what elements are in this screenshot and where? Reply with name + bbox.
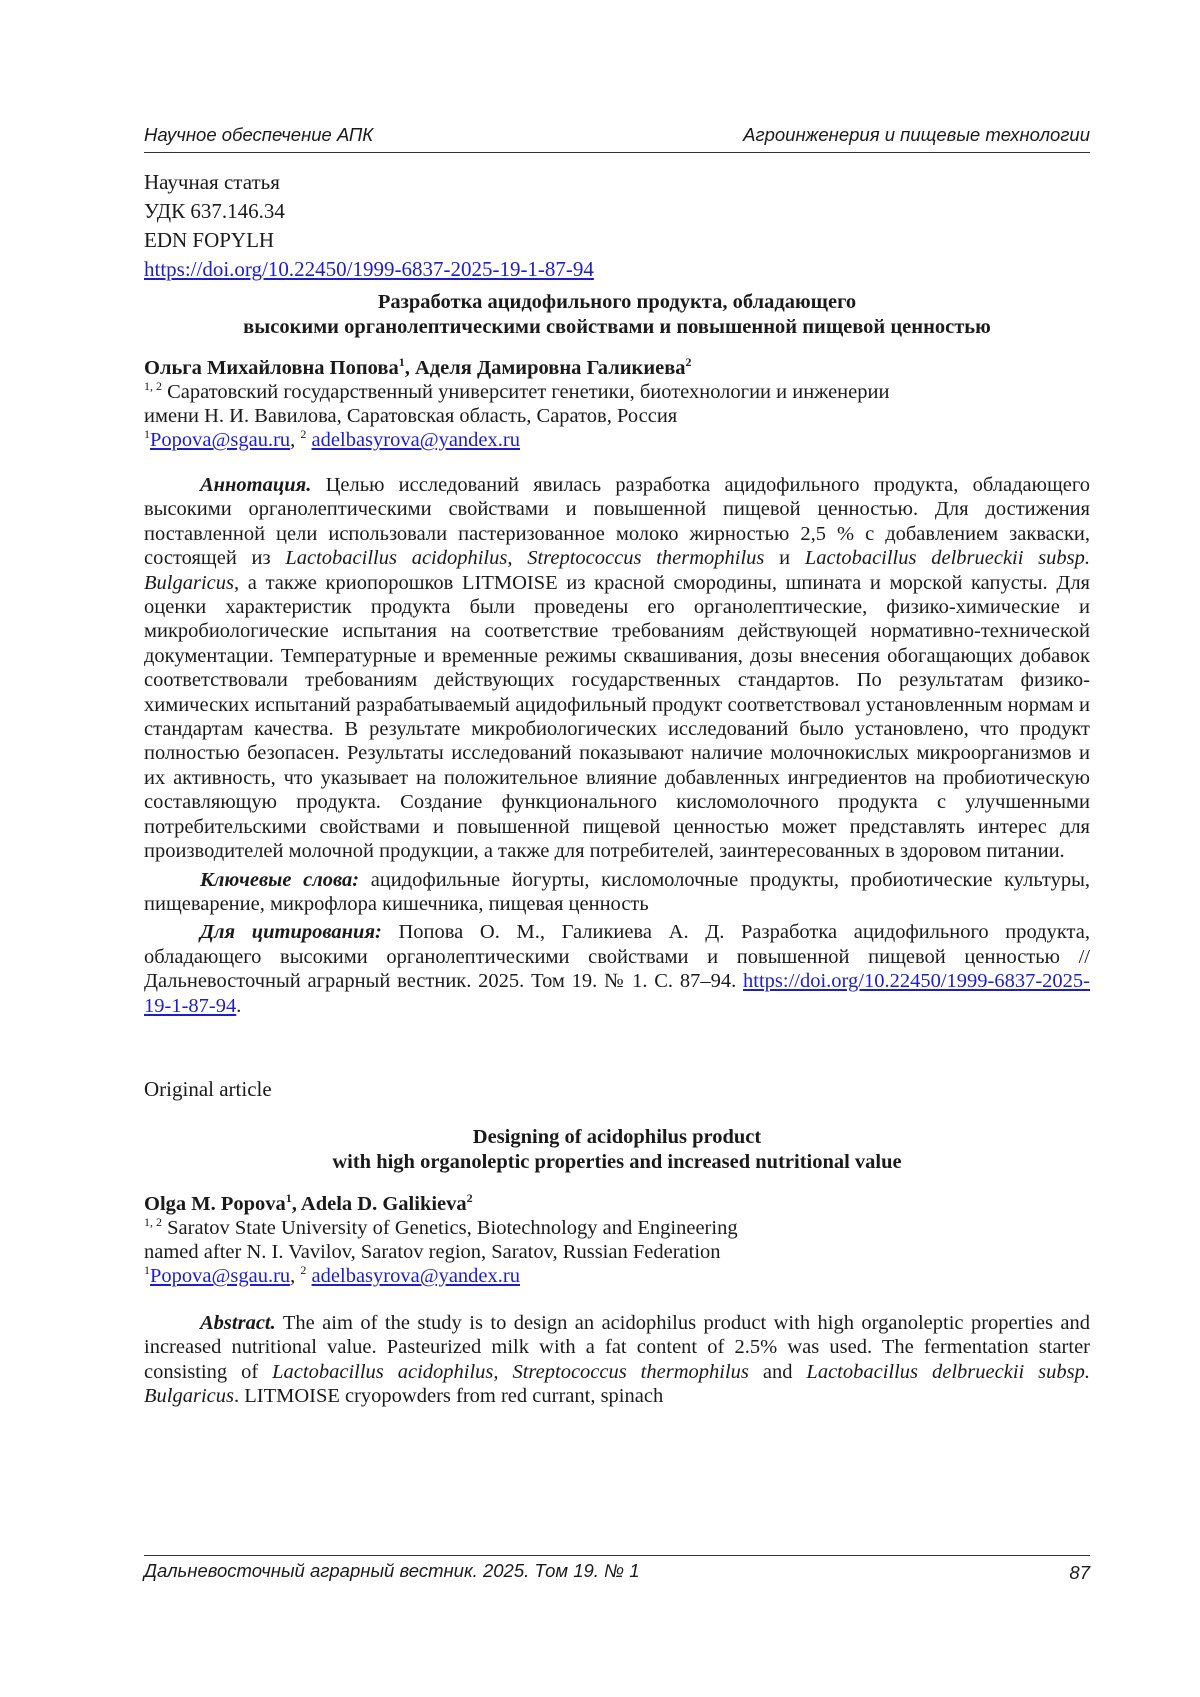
abstract-en-species-2: Lactobacillus delbrueckii subsp. Bulgaricus <box>144 1360 1091 1408</box>
email-1-sup: 1 <box>144 427 150 442</box>
abstract-ru-paragraph <box>144 473 1090 864</box>
email-2-link[interactable]: adelbasyrova@yandex.ru <box>311 429 520 451</box>
authors-block-ru: Ольга Михайловна Попова$^1$, Аделя Дамировна Галикиева$^2$ $^{1, 2}$ Саратовский государственный университет генетики, биотехнологии и инженерии имени Н. И. Вавилова, Саратовская область, Саратов, Россия $^1$Popova@sgau.ru, $^2$ adelbasyrova@yandex.ru <box>144 355 890 451</box>
author-2-name: Аделя Дамировна Галикиева <box>415 357 686 379</box>
email-2-sup-en: 2 <box>300 1263 307 1278</box>
title-en-line-2: with high organoleptic properties and increased nutritional value <box>332 1151 902 1173</box>
abstract-en <box>144 1311 1090 1409</box>
header-section-right: Агроинженерия и пищевые технологии <box>743 124 1090 145</box>
edn-code: EDN FOPYLH <box>144 228 275 252</box>
citation-doi-link[interactable]: https://doi.org/10.22450/1999-6837-2025-19-1-87-94 <box>144 970 1090 1017</box>
email-1-link[interactable]: Popova@sgau.ru <box>150 429 291 451</box>
title-ru-line-1: Разработка ацидофильного продукта, обладающего <box>377 291 857 313</box>
abstract-en-paragraph <box>144 1311 1090 1409</box>
abstract-ru-text-c: , а также криопорошков LITMOISE из красной смородины, шпината и морской капусты. Для оценки характеристик продукта были проведены его органолептические, физико-химические и микробиологические испытания на соответствие требованиям действующей нормативно-технической документации. Температурные и временные режимы сквашивания, дозы внесения обогащающих добавок соответствовали требованиям действующих государственных стандартов. По результатам физико-химических испытаний разрабатываемый ацидофильный продукт соответствовал установленным нормам и стандартам качества. В результате микробиологических исследований было установлено, что продукт полностью безопасен. Результаты исследований показывают наличие молочнокислых микроорганизмов и их активность, что указывает на положительное влияние добавленных ингредиентов на пробиотическую составляющую продукта. Создание функционального кисломолочного продукта с улучшенными потребительскими свойствами и повышенной пищевой ценностью может представлять интерес для производителей молочной продукции, а также для потребителей, заинтересованных в здоровом питании. <box>144 571 1090 863</box>
author-1-sup-en: 1 <box>285 1191 292 1206</box>
author-names-ru: Ольга Михайловна Попова$^1$, Аделя Дамировна Галикиева$^2$ <box>144 355 692 379</box>
keywords-ru-text: ацидофильные йогурты, кисломолочные продукты, пробиотические культуры, пищеварение, микрофлора кишечника, пищевая ценность <box>144 868 1090 915</box>
author-1-name-en: Olga M. Popova <box>144 1193 286 1215</box>
email-1-sup-en: 1 <box>144 1263 150 1278</box>
article-title-ru <box>144 290 1090 340</box>
abstract-ru-text-b: и <box>764 547 805 570</box>
header-section-left: Научное обеспечение АПК <box>144 124 374 145</box>
citation-ru-end: . <box>236 994 242 1017</box>
affiliation-line-1: Саратовский государственный университет генетики, биотехнологии и инженерии <box>167 381 890 403</box>
author-2-name-en: Adela D. Galikieva <box>300 1193 467 1215</box>
abstract-en-text-a: The aim of the study is to design an acidophilus product with high organoleptic properties and increased nutritional value. Pasteurized milk with a fat content of 2.5% was used. The fermentation starter consisting of <box>144 1312 1090 1383</box>
author-1-sup: 1 <box>398 355 405 370</box>
page-footer <box>144 1555 1090 1582</box>
abstract-ru-label: Аннотация. <box>200 474 312 496</box>
abstract-ru-species-1: Lactobacillus acidophilus, Streptococcus thermophilus <box>285 547 765 570</box>
abstract-ru-text-a: Целью исследований явилась разработка ацидофильного продукта, обладающего высокими органолептическими свойствами и повышенной пищевой ценностью. Для достижения поставленной цели использовали пастеризованное молоко жирностью 2,5 % с добавлением закваски, состоящей из <box>144 474 1090 570</box>
keywords-ru <box>144 868 1090 917</box>
article-meta <box>144 168 594 284</box>
author-2-sup-en: 2 <box>466 1191 473 1206</box>
affiliation-line-2: имени Н. И. Вавилова, Саратовская область, Саратов, Россия <box>144 405 678 427</box>
title-ru-line-2: высокими органолептическими свойствами и повышенной пищевой ценностью <box>243 316 991 338</box>
udk-code: УДК 637.146.34 <box>144 199 285 223</box>
abstract-ru-species-2: Lactobacillus delbrueckii subsp. Bulgaricus <box>144 547 1091 594</box>
article-type-en: Original article <box>144 1077 272 1101</box>
author-2-sup: 2 <box>685 355 692 370</box>
affiliation-en-line-1: Saratov State University of Genetics, Biotechnology and Engineering <box>167 1217 738 1239</box>
abstract-ru <box>144 473 1090 1018</box>
footer-journal: Дальневосточный аграрный вестник. 2025. Том 19. № 1 <box>144 1560 640 1581</box>
abstract-en-label: Abstract. <box>200 1312 276 1334</box>
affiliation-en-line-2: named after N. I. Vavilov, Saratov region, Saratov, Russian Federation <box>144 1241 721 1263</box>
email-2-sup: 2 <box>300 427 307 442</box>
abstract-en-species-1: Lactobacillus acidophilus, Streptococcus thermophilus <box>272 1360 749 1383</box>
citation-ru <box>144 920 1090 1018</box>
abstract-en-text-b: and <box>748 1360 807 1383</box>
authors-block-en: Olga M. Popova$^1$, Adela D. Galikieva$^2$ $^{1, 2}$ Saratov State University of Genetics, Biotechnology and Engineering named after N. I. Vavilov, Saratov region, Saratov, Russian Federation $^1$Popova@sgau.ru, $^2$ adelbasyrova@yandex.ru <box>144 1191 738 1287</box>
affiliation-sup-en: 1, 2 <box>144 1215 162 1230</box>
doi-link[interactable]: https://doi.org/10.22450/1999-6837-2025-19-1-87-94 <box>144 257 594 281</box>
title-en-line-1: Designing of acidophilus product <box>472 1126 762 1148</box>
citation-ru-text: Попова О. М., Галикиева А. Д. Разработка ацидофильного продукта, обладающего высокими органолептическими свойствами и повышенной пищевой ценностью // Дальневосточный аграрный вестник. 2025. Том 19. № 1. С. 87–94. <box>144 921 1090 993</box>
keywords-ru-label: Ключевые слова: <box>200 868 360 891</box>
article-title-en <box>144 1125 1090 1175</box>
email-1-link-en[interactable]: Popova@sgau.ru <box>150 1265 291 1287</box>
affiliation-sup: 1, 2 <box>144 379 162 394</box>
article-type: Научная статья <box>144 170 280 194</box>
citation-ru-label: Для цитирования: <box>200 921 382 944</box>
email-2-link-en[interactable]: adelbasyrova@yandex.ru <box>311 1265 520 1287</box>
author-1-name: Ольга Михайловна Попова <box>144 357 399 379</box>
abstract-en-text-c: . LITMOISE cryopowders from red currant, spinach <box>233 1385 664 1408</box>
page-number: 87 <box>1069 1562 1090 1583</box>
running-header <box>144 124 1090 153</box>
author-names-en: Olga M. Popova$^1$, Adela D. Galikieva$^2$ <box>144 1191 473 1215</box>
